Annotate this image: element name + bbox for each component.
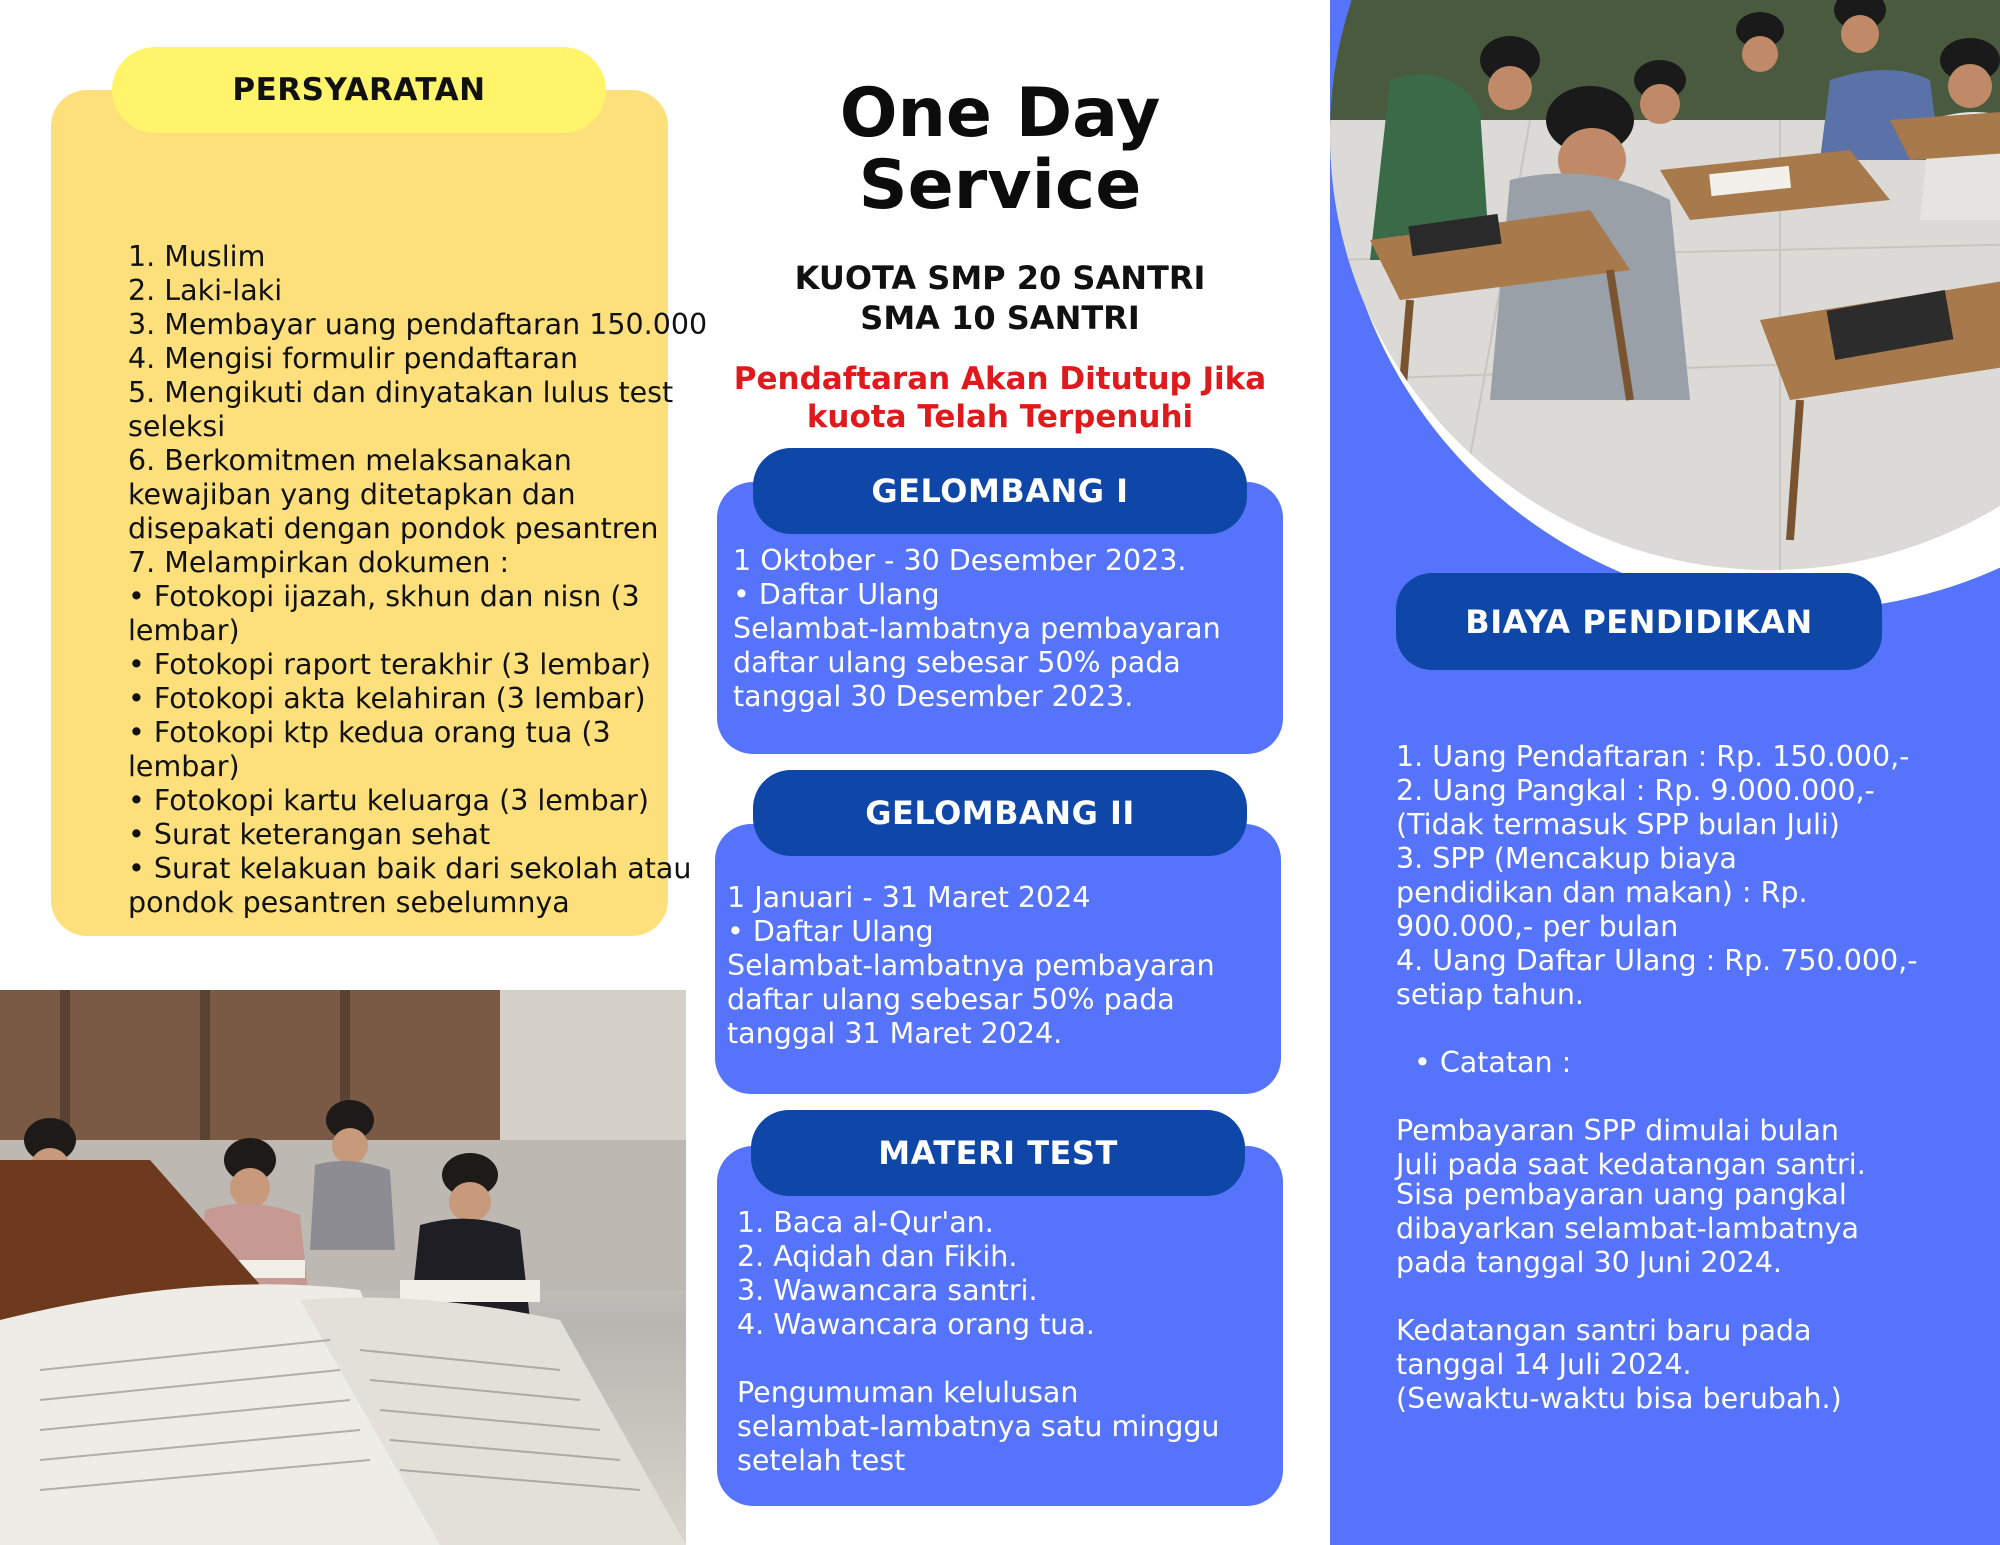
test-text: 1. Baca al-Qur'an. 2. Aqidah dan Fikih. 3. Wawancara santri. 4. Wawancara orang tua. Pengumuman kelulusan selambat-lambatnya satu minggu setelah test: [737, 1206, 1220, 1477]
title-line-1: One Day: [839, 74, 1161, 153]
fees-additional-info: Sisa pembayaran uang pangkal dibayarkan selambat-lambatnya pada tanggal 30 Juni 2024. Kedatangan santri baru pada tanggal 14 Juli 2024. (Sewaktu-waktu bisa berubah.): [1396, 1178, 1860, 1415]
quota-info: [700, 258, 1300, 338]
requirement-item: • Fotokopi kartu keluarga (3 lembar): [128, 784, 649, 817]
wave-2-text: 1 Januari - 31 Maret 2024 • Daftar Ulang Selambat-lambatnya pembayaran daftar ulang sebesar 50% pada tanggal 31 Maret 2024.: [727, 881, 1215, 1050]
fees-note-text: Pembayaran SPP dimulai bulan Juli pada saat kedatangan santri.: [1396, 1114, 1866, 1181]
requirement-item: 1. Muslim: [128, 240, 266, 273]
requirements-title: PERSYARATAN: [112, 47, 606, 133]
requirement-item: 7. Melampirkan dokumen :: [128, 546, 510, 579]
requirements-card: [51, 90, 708, 936]
wave-1-text: 1 Oktober - 30 Desember 2023. • Daftar Ulang Selambat-lambatnya pembayaran daftar ulang sebesar 50% pada tanggal 30 Desember 2023.: [733, 544, 1221, 713]
fees-list: [1396, 706, 1986, 1216]
wave-2-title: GELOMBANG II: [753, 770, 1247, 856]
fees-title: BIAYA PENDIDIKAN: [1396, 573, 1882, 670]
requirement-item: • Fotokopi akta kelahiran (3 lembar): [128, 682, 646, 715]
requirement-item: • Surat kelakuan baik dari sekolah atau pondok pesantren sebelumnya: [128, 852, 692, 919]
requirement-item: • Surat keterangan sehat: [128, 818, 491, 851]
requirement-item: 6. Berkomitmen melaksanakan kewajiban yang ditetapkan dan disepakati dengan pondok pesantren: [128, 444, 659, 545]
fees-note-label: • Catatan :: [1414, 1046, 1572, 1079]
requirement-item: • Fotokopi ktp kedua orang tua (3 lembar): [128, 716, 611, 783]
requirement-item: 3. Membayar uang pendaftaran 150.000: [128, 308, 708, 341]
notice-line-1: Pendaftaran Akan Ditutup Jika: [733, 361, 1267, 397]
students-reading-illustration: [0, 990, 686, 1545]
requirement-item: • Fotokopi ijazah, skhun dan nisn (3 lembar): [128, 580, 640, 647]
requirements-list: [128, 240, 708, 920]
quota-line-2: SMA 10 SANTRI: [860, 299, 1140, 337]
fees-items: 1. Uang Pendaftaran : Rp. 150.000,- 2. Uang Pangkal : Rp. 9.000.000,- (Tidak termasuk SPP bulan Juli) 3. SPP (Mencakup biaya pendidikan dan makan) : Rp. 900.000,- per bulan 4. Uang Daftar Ulang : Rp. 750.000,- setiap tahun.: [1396, 740, 1918, 1011]
title-line-2: Service: [858, 146, 1142, 225]
requirement-item: 2. Laki-laki: [128, 274, 283, 307]
requirement-item: 4. Mengisi formulir pendaftaran: [128, 342, 579, 375]
page-title: [700, 74, 1300, 225]
requirement-item: 5. Mengikuti dan dinyatakan lulus test seleksi: [128, 376, 674, 443]
requirement-item: • Fotokopi raport terakhir (3 lembar): [128, 648, 652, 681]
wave-1-title: GELOMBANG I: [753, 448, 1247, 534]
quota-line-1: KUOTA SMP 20 SANTRI: [794, 259, 1206, 297]
test-title: MATERI TEST: [751, 1110, 1245, 1196]
notice-line-2: kuota Telah Terpenuhi: [806, 399, 1194, 435]
closing-notice: [690, 360, 1310, 436]
students-reading-photo: [0, 990, 686, 1545]
